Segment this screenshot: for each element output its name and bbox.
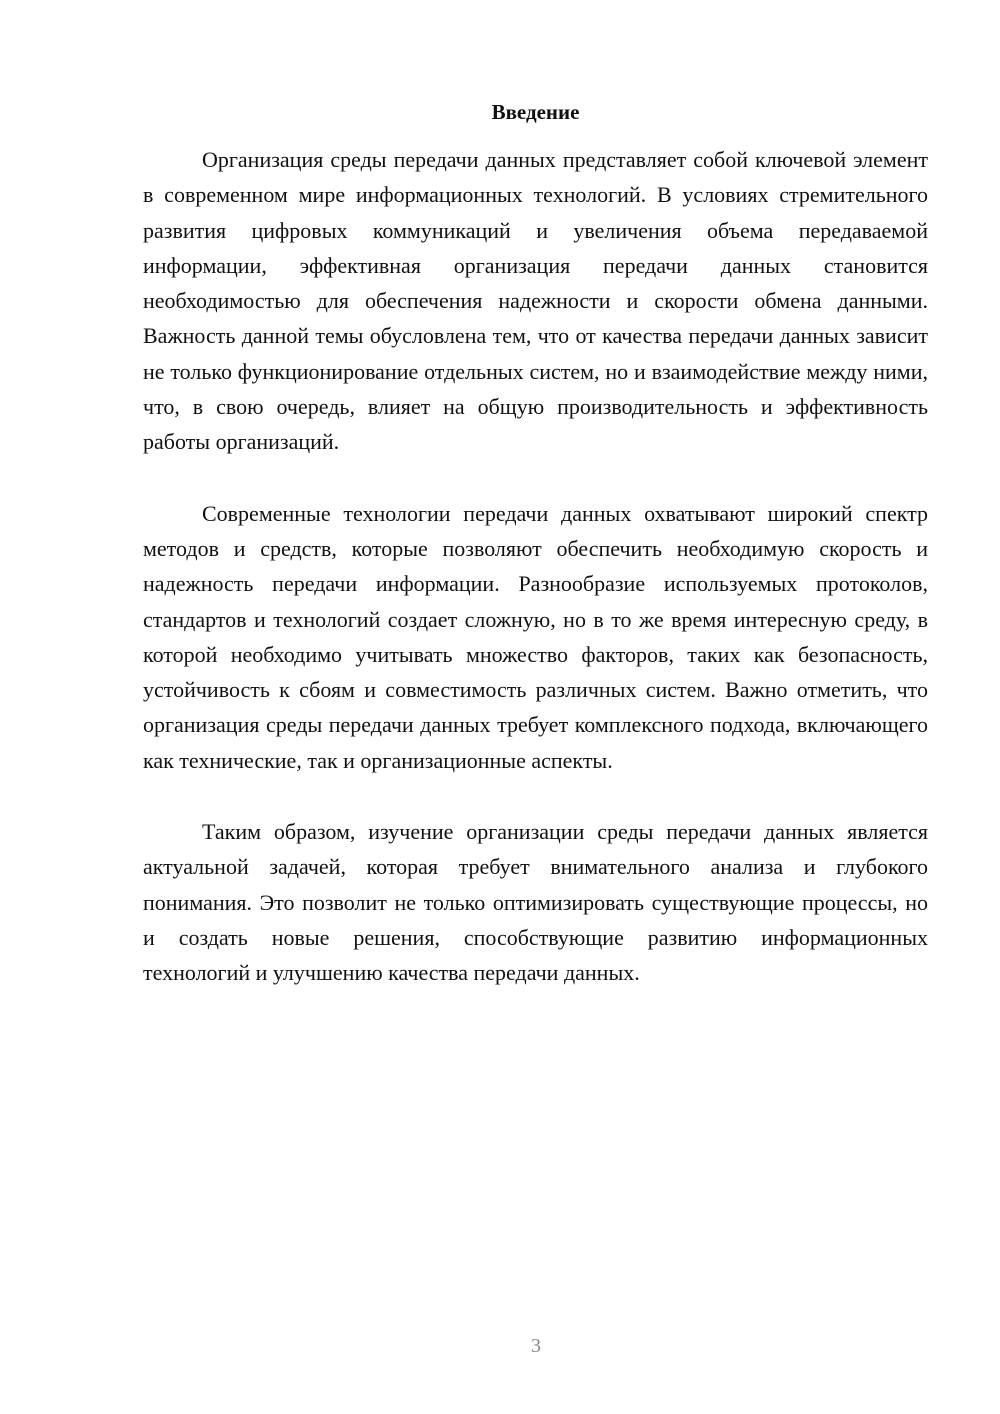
body-text	[143, 142, 928, 1027]
paragraph-2: Современные технологии передачи данных охватывают широкий спектр методов и средств, которые позволяют обеспечить необходимую скорость и надежность передачи информации. Разнообразие используемых протоколов, стандартов и технологий создает сложную, но в то же время интересную среду, в которой необходимо учитывать множество факторов, таких как безопасность, устойчивость к сбоям и совместимость различных систем. Важно отметить, что организация среды передачи данных требует комплексного подхода, включающего как технические, так и организационные аспекты.	[143, 500, 928, 773]
paragraph-1: Организация среды передачи данных представляет собой ключевой элемент в современном мире информационных технологий. В условиях стремительного развития цифровых коммуникаций и увеличения объема передаваемой информации, эффективная организация передачи данных становится необходимостью для обеспечения надежности и скорости обмена данными. Важность данной темы обусловлена тем, что от качества передачи данных зависит не только функционирование отдельных систем, но и взаимодействие между ними, что, в свою очередь, влияет на общую производительность и эффективность работы организаций.	[143, 147, 928, 455]
paragraph-3: Таким образом, изучение организации среды передачи данных является актуальной задачей, которая требует внимательного анализа и глубокого понимания. Это позволит не только оптимизировать существующие процессы, но и создать новые решения, способствующие развитию информационных технологий и улучшению качества передачи данных.	[143, 819, 928, 986]
page-number: 3	[531, 1335, 541, 1357]
section-heading: Введение	[491, 100, 580, 124]
